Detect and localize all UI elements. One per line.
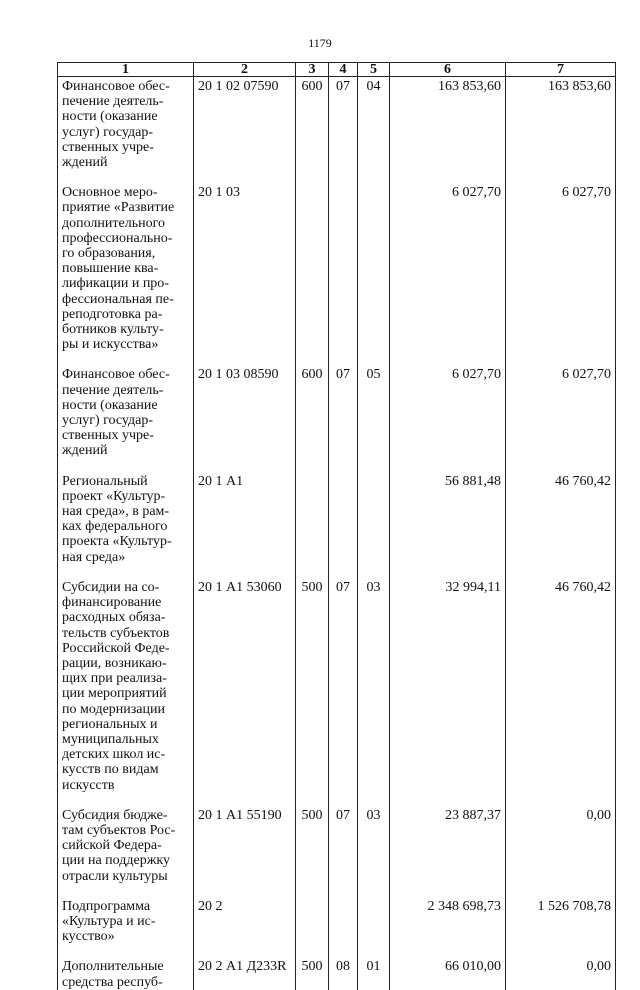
row-col3: 600	[296, 365, 329, 471]
row-name-line: региональных и	[62, 716, 158, 732]
row-name-line: печение деятель-	[62, 382, 164, 398]
row-name-line: муниципальных	[62, 731, 159, 747]
row-name	[58, 897, 194, 958]
row-col5	[358, 897, 390, 958]
row-code: 20 2	[194, 897, 296, 958]
row-col4: 07	[329, 365, 358, 471]
row-col5: 04	[358, 77, 390, 184]
row-col4: 07	[329, 77, 358, 184]
row-value-7: 6 027,70	[506, 183, 616, 365]
row-code: 20 1 03	[194, 183, 296, 365]
row-name-line: «Культура и ис-	[62, 913, 156, 929]
row-col4	[329, 183, 358, 365]
row-name	[58, 957, 194, 989]
row-name-line: ственных учре-	[62, 428, 154, 444]
column-header: 3	[296, 63, 329, 77]
row-name-line: услуг) государ-	[62, 124, 153, 140]
row-name-line: Финансовое обес-	[62, 367, 170, 383]
row-value-6: 163 853,60	[390, 77, 506, 184]
row-col4: 08	[329, 957, 358, 989]
row-col4	[329, 472, 358, 578]
row-name-line: ности (оказание	[62, 109, 158, 125]
row-name-line: ры и искусства»	[62, 337, 159, 353]
row-name-line: проекта «Культур-	[62, 534, 172, 550]
row-col3: 500	[296, 957, 329, 989]
row-name-line: профессионально-	[62, 230, 173, 246]
row-name-line: Российской Феде-	[62, 640, 170, 656]
row-code: 20 1 02 07590	[194, 77, 296, 184]
row-name-line: ботников культу-	[62, 322, 164, 338]
row-name-line: искусств	[62, 777, 115, 793]
row-name-line: расходных обяза-	[62, 610, 166, 626]
row-name-line: ках федерального	[62, 519, 168, 535]
row-name-line: Финансовое обес-	[62, 79, 170, 94]
row-name	[58, 77, 194, 184]
row-name-line: кусство»	[62, 929, 115, 945]
row-name-line: щих при реализа-	[62, 671, 167, 687]
row-name-line: лификации и про-	[62, 276, 169, 292]
row-value-7: 46 760,42	[506, 578, 616, 806]
row-col3	[296, 897, 329, 958]
row-name	[58, 472, 194, 578]
row-name-line: дополнительного	[62, 215, 165, 231]
row-code: 20 1 А1	[194, 472, 296, 578]
row-name-line: фессиональная пе-	[62, 291, 174, 307]
row-code: 20 1 А1 53060	[194, 578, 296, 806]
row-col4: 07	[329, 578, 358, 806]
row-name-line: Региональный	[62, 473, 148, 489]
row-name-line: ная среда», в рам-	[62, 504, 170, 520]
row-col5: 03	[358, 806, 390, 897]
column-header: 4	[329, 63, 358, 77]
row-name-line: ственных учре-	[62, 139, 154, 155]
row-value-7: 1 526 708,78	[506, 897, 616, 958]
row-name-line: проект «Культур-	[62, 488, 166, 504]
table-row	[58, 472, 616, 578]
row-value-6: 23 887,37	[390, 806, 506, 897]
table-row	[58, 365, 616, 471]
row-name	[58, 183, 194, 365]
row-name-line: ная среда»	[62, 549, 126, 565]
row-name-line: ции на поддержку	[62, 853, 171, 869]
row-name-line: услуг) государ-	[62, 413, 153, 429]
row-name-line: сийской Федера-	[62, 838, 162, 854]
row-name-line: по модернизации	[62, 701, 165, 717]
row-value-6: 66 010,00	[390, 957, 506, 989]
row-code: 20 1 03 08590	[194, 365, 296, 471]
row-name-line: отрасли культуры	[62, 868, 168, 884]
row-col4: 07	[329, 806, 358, 897]
row-value-7: 6 027,70	[506, 365, 616, 471]
column-header: 2	[194, 63, 296, 77]
column-header: 7	[506, 63, 616, 77]
row-name-line: рации, возникаю-	[62, 655, 167, 671]
row-name-line: ности (оказание	[62, 397, 158, 413]
row-col3	[296, 472, 329, 578]
row-name-line: повышение ква-	[62, 261, 159, 277]
row-name-line: там субъектов Рос-	[62, 822, 176, 838]
row-col3: 600	[296, 77, 329, 184]
row-name-line: детских школ ис-	[62, 747, 166, 763]
table-row	[58, 897, 616, 958]
row-name-line: ждений	[62, 443, 108, 459]
row-value-6: 6 027,70	[390, 183, 506, 365]
header-row	[58, 63, 616, 77]
table-row	[58, 957, 616, 989]
row-name-line: печение деятель-	[62, 94, 164, 110]
row-name-line: ждений	[62, 155, 108, 171]
row-col5: 03	[358, 578, 390, 806]
row-value-6: 2 348 698,73	[390, 897, 506, 958]
row-name-line: приятие «Развитие	[62, 200, 175, 216]
row-name-line: средства респуб-	[62, 974, 163, 990]
row-value-7: 0,00	[506, 957, 616, 989]
row-name-line: Субсидия бюдже-	[62, 807, 168, 823]
row-name	[58, 806, 194, 897]
table-row	[58, 183, 616, 365]
row-col3: 500	[296, 578, 329, 806]
row-code: 20 2 А1 Д233R	[194, 957, 296, 989]
row-col5: 05	[358, 365, 390, 471]
row-name-line: ции мероприятий	[62, 686, 167, 702]
budget-table	[57, 62, 616, 990]
row-code: 20 1 А1 55190	[194, 806, 296, 897]
page-number: 1179	[308, 36, 332, 50]
row-name-line: го образования,	[62, 246, 156, 262]
table-row	[58, 578, 616, 806]
row-name-line: реподготовка ра-	[62, 306, 163, 322]
row-col5: 01	[358, 957, 390, 989]
row-value-7: 163 853,60	[506, 77, 616, 184]
row-name-line: финансирование	[62, 595, 162, 611]
row-col3	[296, 183, 329, 365]
row-col4	[329, 897, 358, 958]
column-header: 5	[358, 63, 390, 77]
row-name-line: Подпрограмма	[62, 898, 151, 914]
column-header: 6	[390, 63, 506, 77]
row-name-line: Субсидии на со-	[62, 579, 160, 595]
row-col5	[358, 472, 390, 578]
table-row	[58, 806, 616, 897]
row-name	[58, 578, 194, 806]
column-header: 1	[58, 63, 194, 77]
row-value-6: 56 881,48	[390, 472, 506, 578]
row-col5	[358, 183, 390, 365]
row-value-7: 0,00	[506, 806, 616, 897]
row-value-6: 32 994,11	[390, 578, 506, 806]
row-name-line: тельств субъектов	[62, 625, 170, 641]
row-col3: 500	[296, 806, 329, 897]
table-row	[58, 77, 616, 184]
row-value-6: 6 027,70	[390, 365, 506, 471]
row-name-line: Основное меро-	[62, 185, 158, 201]
row-name-line: Дополнительные	[62, 959, 164, 975]
row-value-7: 46 760,42	[506, 472, 616, 578]
row-name	[58, 365, 194, 471]
row-name-line: кусств по видам	[62, 762, 159, 778]
